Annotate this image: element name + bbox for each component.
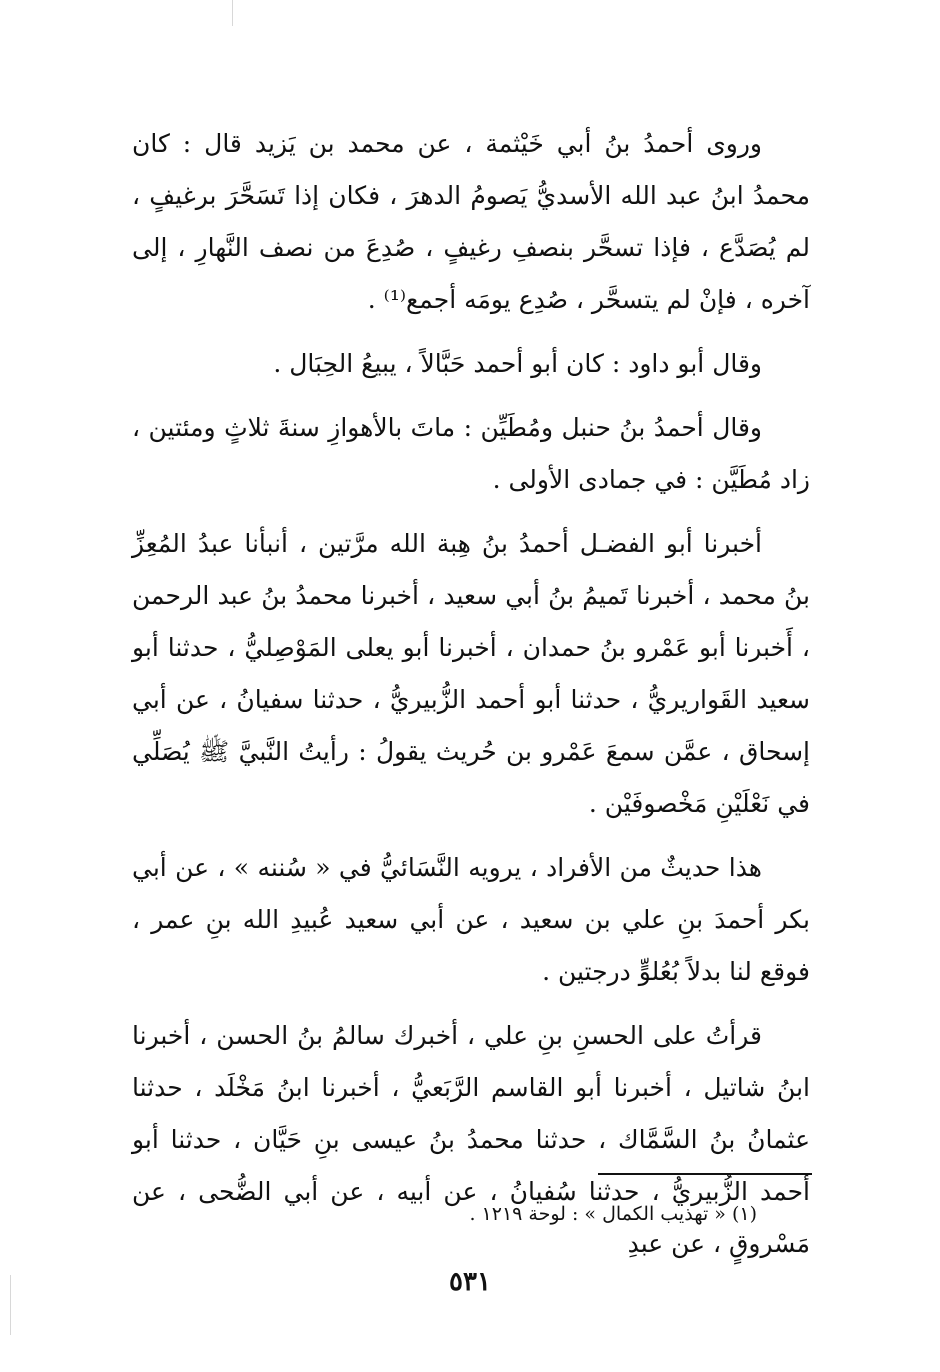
paragraph-4: أخبرنا أبو الفضـل أحمدُ بنُ هِبة الله مرَّتين ، أنبأنا عبدُ المُعِزِّ بنُ محمد ، أخبرنا تَميمُ بنُ أبي سعيد ، أخبرنا محمدُ بنُ عبد الرحمن ، أَخبرنا أبو عَمْرو بنُ حمدان ، أخبرنا أبو يعلى المَوْصِليُّ ، حدثنا أبو سعيد القَواريريُّ ، حدثنا أبو أحمد الزُّبيريُّ ، حدثنا سفيانُ ، عن أبي إسحاق ، عمَّن سمعَ عَمْرو بن حُريث يقولُ : رأيتُ النَّبيَّ ﷺ يُصَلِّي في نَعْلَيْنِ مَخْصوفَيْن .	[132, 529, 810, 818]
paragraph-6: قرأتُ على الحسنِ بنِ علي ، أخبرك سالمُ بنُ الحسن ، أخبرنا ابنُ شاتيل ، أخبرنا أبو القاسم الرَّبَعيُّ ، أخبرنا ابنُ مَخْلَد ، حدثنا عثمانُ بنُ السَّمَّاك ، حدثنا محمدُ بنُ عيسى بنِ حَيَّان ، حدثنا أبو أحمد الزُّبيريُّ ، حدثنا سُفيانُ ، عن أبيه ، عن أبي الضُّحى ، عن مَسْروقٍ ، عن عبدِ	[132, 1021, 810, 1258]
main-text	[132, 118, 810, 1270]
paragraph-1: وروى أحمدُ بنُ أبي خَيْثمة ، عن محمد بن يَزيد قال : كان محمدُ ابنُ عبد الله الأسديُّ يَصومُ الدهرَ ، فكان إذا تَسَحَّرَ برغيفٍ ، لم يُصَدَّع ، فإذا تسحَّر بنصفِ رغيفٍ ، صُدِعَ من نصف النَّهارِ ، إلى آخره ، فإنْ لم يتسحَّر ، صُدِع يومَه أجمع⁽¹⁾ .	[132, 129, 810, 314]
paragraph-3: وقال أحمدُ بنُ حنبل ومُطَيِّن : ماتَ بالأهوازِ سنةَ ثلاثٍ ومئتين ، زاد مُطَيَّن : في جمادى الأولى .	[132, 413, 810, 494]
page-number: ٥٣١	[449, 1267, 491, 1297]
paragraph-2: وقال أبو داود : كان أبو أحمد حَبَّالاً ، يبيعُ الحِبَال .	[273, 349, 762, 378]
paragraph-5: هذا حديثٌ من الأفراد ، يرويه النَّسَائيُّ في « سُننه » ، عن أبي بكر أحمدَ بنِ علي بن سعيد ، عن أبي سعيد عُبيدِ الله بنِ عمر ، فوقع لنا بدلاً بُعُلوٍّ درجتين .	[132, 853, 810, 986]
footnote: (١) « تهذيب الكمال » : لوحة ١٢١٩ .	[469, 1203, 757, 1225]
footnote-divider	[598, 1173, 812, 1175]
top-margin-line	[232, 0, 233, 26]
